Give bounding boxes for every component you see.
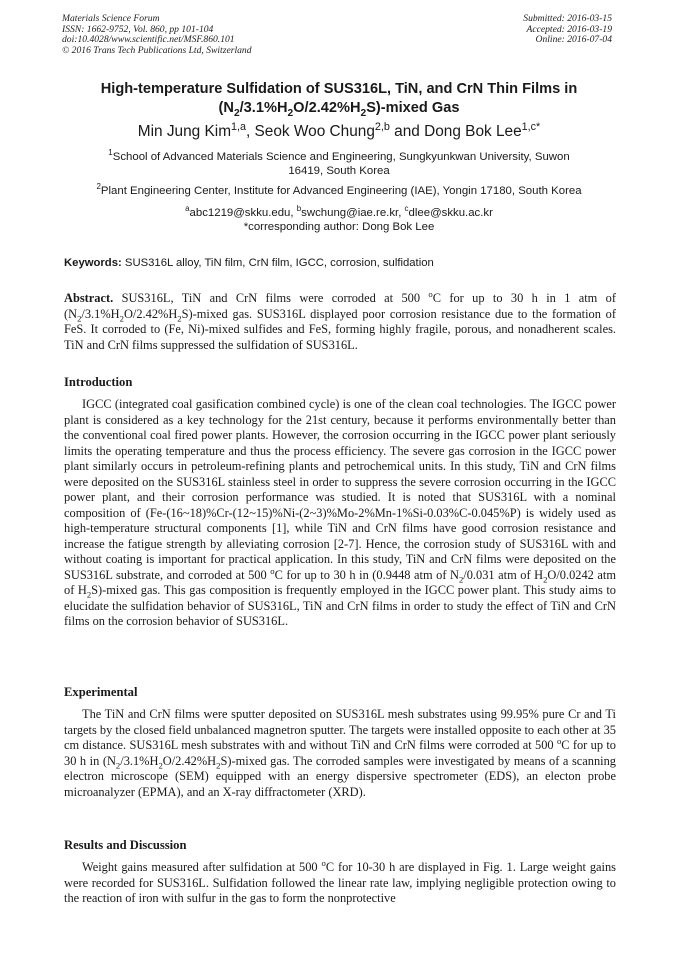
author-name: Seok Woo Chung [254, 123, 375, 140]
title-line-1: High-temperature Sulfidation of SUS316L, TiN, and CrN Thin Films in [100, 81, 578, 97]
email-link[interactable]: swchung@iae.re.kr, [301, 207, 405, 219]
abstract: Abstract. SUS316L, TiN and CrN films were corroded at 500 $^o$C for up to 30 h in 1 atm of $(N_2/3.1\%H_2O/2.42\%H_2S)$-mixed gas. SUS316L displayed poor corrosion resistance due to the formation of FeS. It corroded to (Fe, Ni)-mixed sulfides and FeS, forming highly fragile, porous, and nonadherent scales. TiN and CrN films suppressed the sulfidation of SUS316L. [64, 288, 616, 352]
keywords [64, 256, 616, 270]
section-heading-experimental: Experimental [64, 685, 138, 699]
affiliation-1: $^1$School of Advanced Materials Science and Engineering, Sungkyunkwan University, Suwon 16419, South Korea [108, 148, 570, 177]
journal-header [62, 14, 252, 56]
author-affil-sup: 2,b [374, 120, 390, 133]
author-affil-sup: 1,c* [521, 120, 541, 133]
results-paragraph: Weight gains measured after sulfidation at 500 $^o$C for 10-30 h are displayed in Fig. 1. Large weight gains were recorded for SUS316L. Sulfidation followed the linear rate law, implying negligible protection owing to the reaction of iron with sulfur in the gas to form the nonprotective [64, 857, 616, 905]
online-date: Online: 2016-07-04 [535, 34, 612, 46]
email-list: $^a$abc1219@skku.edu, $^b$swchung@iae.re.kr, $^c$dlee@skku.ac.kr [185, 204, 493, 219]
accepted-date: Accepted: 2016-03-19 [526, 23, 612, 35]
abstract-label: Abstract. [64, 291, 114, 305]
email-link[interactable]: dlee@skku.ac.kr [408, 207, 493, 219]
author-name: Dong Bok Lee [424, 123, 522, 140]
keywords-label: Keywords: [64, 257, 122, 269]
introduction-paragraph: IGCC (integrated coal gasification combined cycle) is one of the clean coal technologies. The IGCC power plant is considered as a key technology for the 21st century, because it performs environmentally better than the conventional coal fired power plants. However, the corrosion occurring in the IGCC power plant seriously limits the operating temperature and thus the process efficiency. The severe gas corrosion in the IGCC power plant similarly occurs in petroleum-refining plants and petrochemical units. In this study, TiN and CrN films were deposited on the SUS316L stainless steel in order to suppress the severe corrosion occurring in the IGCC power plant, and their corrosion performance was studied. It is noted that SUS316L with a nominal composition of (Fe-(16~18)%Cr-(12~15)%Ni-(2~3)%Mo-2%Mn-1%Si-0.03%C-0.045%P) is widely used as high-temperature structural components [1], while TiN and CrN films have good corrosion resistance and increase the fatigue strength by alleviating corrosion [2-7]. Hence, the corrosion study of SUS316L with and without coating is important for practical application. In this study, TiN and CrN films were deposited on the SUS316L substrate, and corroded at 500 $^o$C for up to 30 h in (0.9448 atm of $N_2/0.031$ atm of $H_2O/0.0242$ atm of $H_2S$)-mixed gas. This gas composition is frequently employed in the IGCC power plant. This study aims to elucidate the sulfidation behavior of SUS316L, TiN and CrN films in order to study the effect of TiN and CrN films on the corrosion behavior of SUS316L. [64, 397, 616, 628]
author-list: Min Jung Kim$^{1,a}$, Seok Woo Chung$^{2,b}$ and Dong Bok Lee$^{1,c*}$ [137, 120, 541, 140]
submitted-date: Submitted: 2016-03-15 [523, 13, 612, 24]
experimental-paragraph: The TiN and CrN films were sputter deposited on SUS316L mesh substrates using 99.95% pure Cr and Ti targets by the closed field unbalanced magnetron sputter. The targets were installed opposite to each other at 35 cm distance. SUS316L mesh substrates with and without TiN and CrN films were corroded at 500 $^o$C for up to 30 h in $(N_2/3.1\%H_2O/2.42\%H_2S)$-mixed gas. The corroded samples were investigated by means of a scanning electron microscope (SEM) equipped with an energy dispersive spectrometer (EDS), an electon probe microanalyzer (EPMA), and an X-ray diffractometer (XRD). [64, 707, 616, 799]
paper-title [60, 80, 618, 118]
section-heading-introduction: Introduction [64, 375, 133, 389]
copyright: © 2016 Trans Tech Publications Ltd, Switzerland [62, 44, 252, 56]
affiliation-2: $^2$Plant Engineering Center, Institute for Advanced Engineering (IAE), Yongin 17180, South Korea [96, 182, 582, 197]
issn: ISSN: 1662-9752, Vol. 860, pp 101-104 [62, 23, 214, 35]
email-link[interactable]: abc1219@skku.edu, [189, 207, 297, 219]
section-heading-results: Results and Discussion [64, 838, 187, 852]
author-affil-sup: 1,a [231, 120, 246, 133]
journal-name: Materials Science Forum [62, 13, 160, 24]
corresponding-author: *corresponding author: Dong Bok Lee [243, 221, 435, 233]
dates-header [523, 14, 612, 46]
title-line-2: $(N_2/3.1\%H_2O/2.42\%H_2S)$-mixed Gas [218, 100, 460, 119]
author-name: Min Jung Kim [137, 123, 232, 140]
doi: doi:10.4028/www.scientific.net/MSF.860.101 [62, 34, 235, 46]
keywords-text: SUS316L alloy, TiN film, CrN film, IGCC, corrosion, sulfidation [121, 257, 434, 269]
author-emails [66, 206, 612, 234]
